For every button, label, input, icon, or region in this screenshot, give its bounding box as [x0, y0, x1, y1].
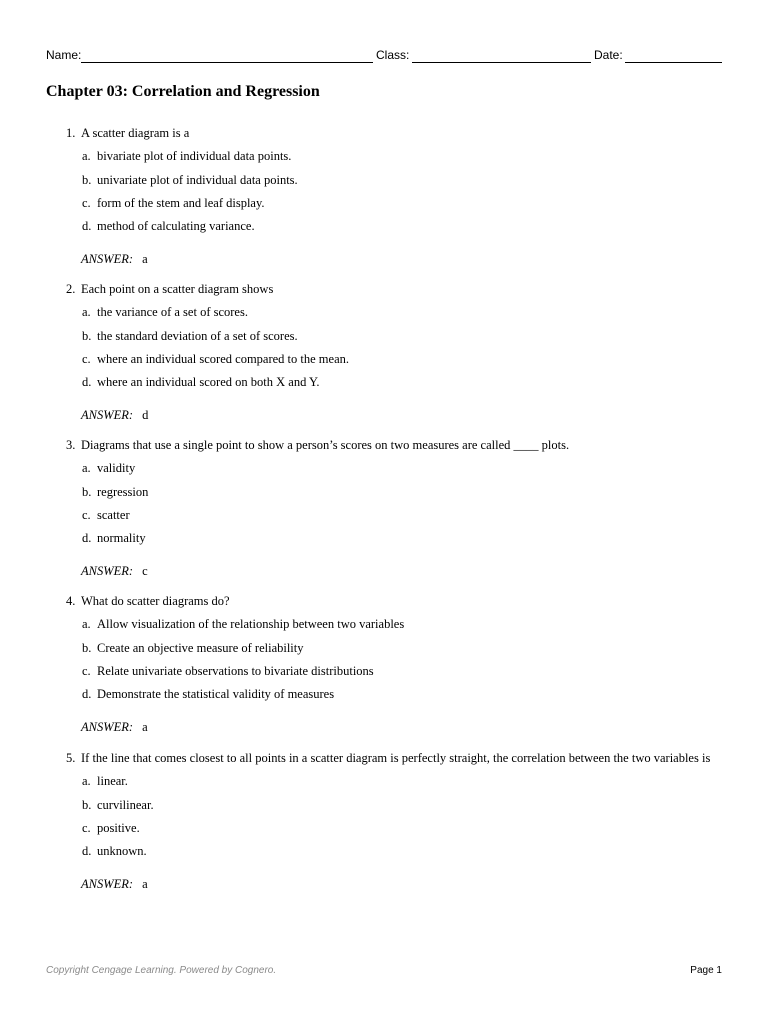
answer-value: c [142, 564, 148, 579]
question-3 [66, 437, 726, 580]
date-label: Date: [594, 48, 623, 62]
name-label: Name: [46, 48, 82, 62]
answer-line [66, 563, 726, 580]
option-text: form of the stem and leaf display. [97, 195, 265, 210]
option-letter: b. [82, 797, 92, 812]
option-letter: c. [82, 663, 91, 678]
option-letter: a. [82, 149, 91, 164]
question-number: 2. [66, 282, 76, 296]
copyright-notice: Copyright Cengage Learning. Powered by Cognero. [46, 965, 277, 976]
option-a [66, 460, 726, 477]
option-b [66, 797, 726, 814]
question-number: 4. [66, 594, 76, 608]
option-text: normality [97, 531, 146, 546]
answer-label: ANSWER: [81, 720, 134, 735]
question-text: If the line that comes closest to all points in a scatter diagram is perfectly straight, the correlation between the two variables is [81, 751, 711, 765]
option-d [66, 218, 726, 235]
option-letter: d. [82, 844, 92, 859]
option-text: method of calculating variance. [97, 219, 255, 234]
option-d [66, 530, 726, 547]
option-a [66, 773, 726, 790]
question-text: Each point on a scatter diagram shows [81, 282, 274, 296]
answer-value: a [142, 252, 148, 267]
question-1 [66, 125, 726, 268]
question-number: 3. [66, 438, 76, 452]
option-b [66, 484, 726, 501]
option-letter: d. [82, 375, 92, 390]
option-d [66, 686, 726, 703]
option-text: the standard deviation of a set of scores. [97, 328, 298, 343]
option-a [66, 304, 726, 321]
question-stem [66, 125, 726, 142]
option-text: where an individual scored on both X and Y. [97, 375, 320, 390]
answer-line [66, 876, 726, 893]
option-text: Demonstrate the statistical validity of measures [97, 687, 335, 702]
option-letter: a. [82, 774, 91, 789]
option-c [66, 820, 726, 837]
option-letter: d. [82, 687, 92, 702]
option-letter: b. [82, 484, 92, 499]
question-stem [66, 750, 726, 767]
answer-label: ANSWER: [81, 564, 134, 579]
question-text: A scatter diagram is a [81, 126, 190, 140]
question-text: What do scatter diagrams do? [81, 594, 230, 608]
option-letter: b. [82, 640, 92, 655]
option-letter: b. [82, 172, 92, 187]
option-text: positive. [97, 820, 140, 835]
answer-value: a [142, 720, 148, 735]
option-letter: d. [82, 531, 92, 546]
option-d [66, 374, 726, 391]
question-number: 1. [66, 126, 76, 140]
option-text: Relate univariate observations to bivariate distributions [97, 663, 374, 678]
option-text: Create an objective measure of reliability [97, 640, 304, 655]
option-letter: a. [82, 617, 91, 632]
page-title: Chapter 03: Correlation and Regression [46, 83, 320, 100]
answer-value: a [142, 877, 148, 892]
option-text: regression [97, 484, 149, 499]
option-a [66, 616, 726, 633]
answer-line [66, 251, 726, 268]
option-text: Allow visualization of the relationship between two variables [97, 617, 405, 632]
question-2 [66, 281, 726, 424]
option-b [66, 172, 726, 189]
option-text: validity [97, 461, 136, 476]
option-b [66, 328, 726, 345]
option-letter: c. [82, 195, 91, 210]
question-number: 5. [66, 751, 76, 765]
option-c [66, 351, 726, 368]
option-letter: c. [82, 820, 91, 835]
question-stem [66, 437, 726, 454]
option-text: unknown. [97, 844, 147, 859]
page-number: Page 1 [690, 965, 722, 976]
option-letter: a. [82, 305, 91, 320]
option-text: scatter [97, 507, 130, 522]
answer-label: ANSWER: [81, 252, 134, 267]
question-5 [66, 750, 726, 893]
option-c [66, 507, 726, 524]
question-stem [66, 593, 726, 610]
question-text: Diagrams that use a single point to show a person’s scores on two measures are called ____ plots. [81, 438, 570, 452]
option-text: where an individual scored compared to the mean. [97, 351, 349, 366]
option-letter: b. [82, 328, 92, 343]
option-text: linear. [97, 774, 128, 789]
option-text: bivariate plot of individual data points. [97, 149, 292, 164]
option-letter: a. [82, 461, 91, 476]
option-letter: d. [82, 219, 92, 234]
answer-label: ANSWER: [81, 877, 134, 892]
answer-value: d [142, 408, 149, 423]
option-text: curvilinear. [97, 797, 154, 812]
answer-line [66, 719, 726, 736]
option-text: univariate plot of individual data points. [97, 172, 298, 187]
question-stem [66, 281, 726, 298]
option-letter: c. [82, 351, 91, 366]
option-a [66, 148, 726, 165]
option-d [66, 843, 726, 860]
option-letter: c. [82, 507, 91, 522]
option-text: the variance of a set of scores. [97, 305, 248, 320]
question-4 [66, 593, 726, 736]
option-b [66, 640, 726, 657]
option-c [66, 663, 726, 680]
answer-line [66, 407, 726, 424]
class-label: Class: [376, 48, 410, 62]
answer-label: ANSWER: [81, 408, 134, 423]
option-c [66, 195, 726, 212]
page-footer [46, 965, 722, 979]
